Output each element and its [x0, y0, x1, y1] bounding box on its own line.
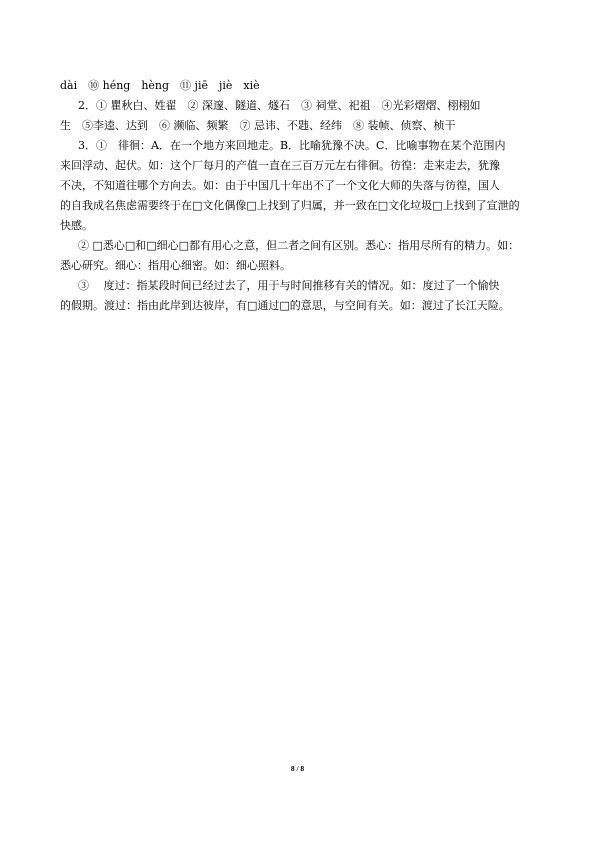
page-number: 8 / 8 — [290, 764, 305, 773]
text-line-pinyin: dài ⑩ héng hèng ⑪ jiē jiè xiè — [60, 79, 260, 92]
text-line-q3-2-b: 悉心研究。细心：指用心细密。如：细心照料。 — [60, 259, 291, 272]
text-line-q3-1-c: 不决，不知道往哪个方向去。如：由于中国几十年出不了一个文化大师的失落与彷徨，国人 — [60, 179, 500, 192]
text-line-q2-part1: 2．① 瞿秋白、姓翟 ② 深邃、隧道、燧石 ③ 祠堂、祀祖 ④光彩熠熠、栩栩如 — [78, 99, 481, 112]
text-line-q3-2-a: ② □悉心□和□细心□都有用心之意，但二者之间有区别。悉心：指用尽所有的精力。如： — [78, 239, 520, 252]
text-line-q3-3-a: ③ 度过：指某段时间已经过去了，用于与时间推移有关的情况。如：度过了一个愉快 — [78, 279, 500, 292]
text-line-q3-1-e: 快感。 — [60, 219, 93, 232]
text-line-q2-part2: 生 ⑤李逵、达到 ⑥ 濒临、频繁 ⑦ 忌讳、不韪、经纬 ⑧ 装帧、侦察、桢干 — [60, 119, 456, 132]
text-line-q3-1-a: 3．① 徘徊：A．在一个地方来回地走。B．比喻犹豫不决。C．比喻事物在某个范围内 — [78, 139, 506, 152]
text-line-q3-3-b: 的假期。渡过：指由此岸到达彼岸，有□通过□的意思，与空间有关。如：渡过了长江天险。 — [60, 299, 510, 312]
answer-text-block — [60, 76, 545, 316]
text-line-q3-1-b: 来回浮动、起伏。如：这个厂每月的产值一直在三百万元左右徘徊。彷徨：走来走去，犹豫 — [60, 159, 500, 172]
text-line-q3-1-d: 的自我成名焦虑需要终于在□文化偶像□上找到了归属，并一致在□文化垃圾□上找到了宣泄的 — [60, 199, 520, 212]
